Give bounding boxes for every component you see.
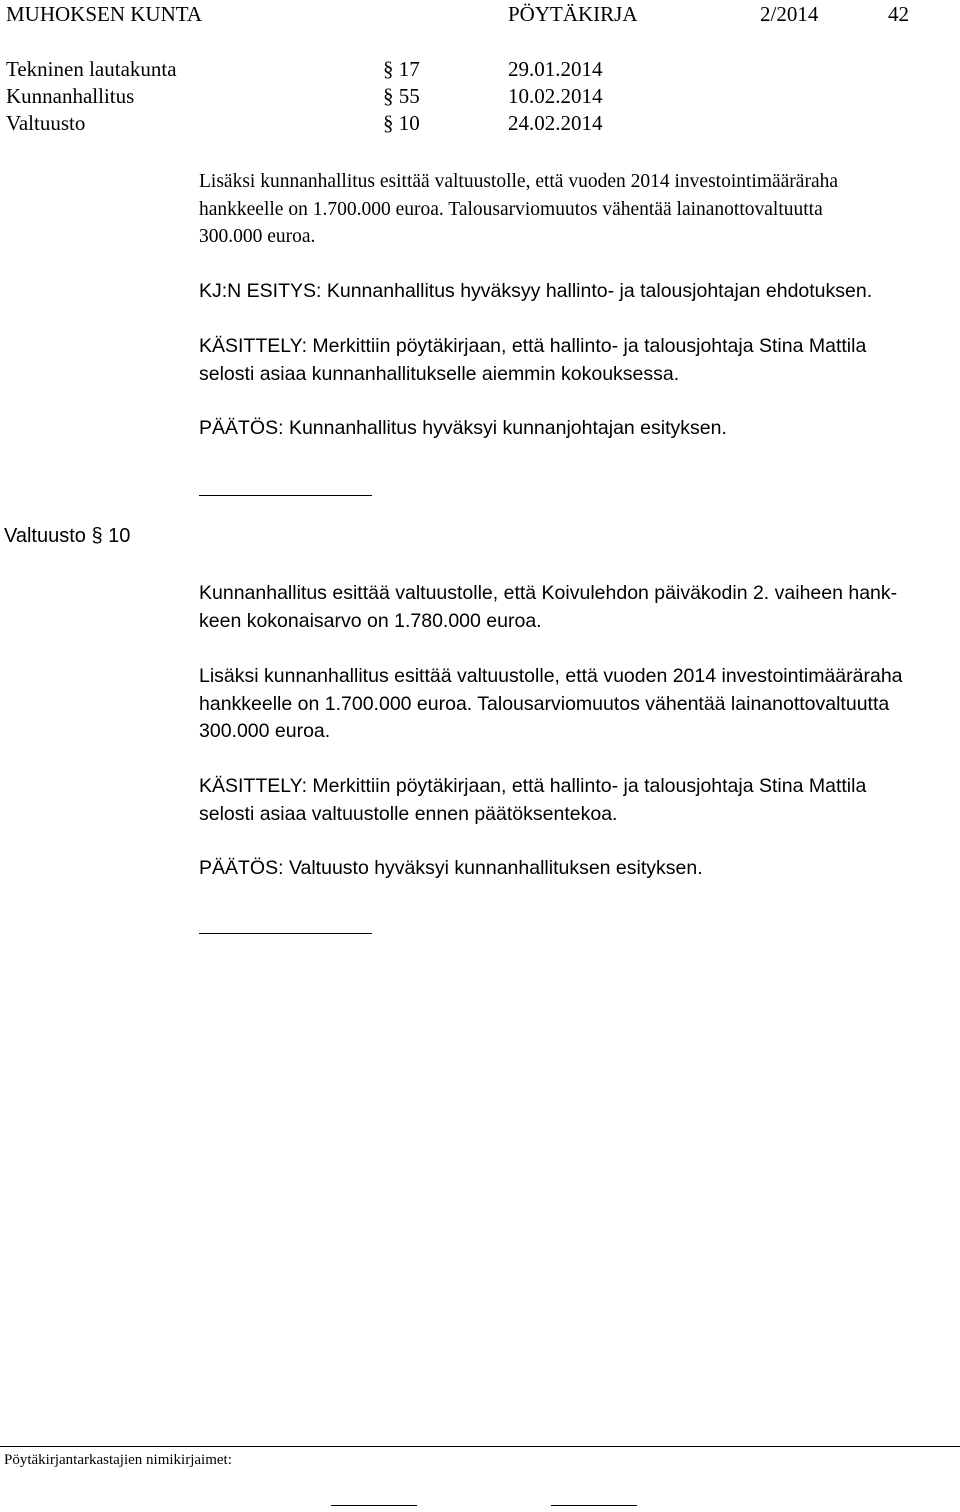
kh-decision: [199, 415, 959, 443]
text-line: 300.000 euroa.: [199, 720, 331, 742]
meeting-section: § 10: [383, 111, 420, 135]
footer-initials-label: Pöytäkirjantarkastajien nimikirjaimet:: [4, 1452, 232, 1468]
valtuusto-paragraph-project-value: [199, 580, 959, 635]
meeting-body: Tekninen lautakunta: [6, 57, 177, 81]
meeting-date: 24.02.2014: [508, 111, 603, 135]
text-line: Lisäksi kunnanhallitus esittää valtuustolle, että vuoden 2014 investointimääräraha: [199, 171, 839, 192]
meeting-body: Valtuusto: [6, 111, 86, 135]
text-line: KÄSITTELY: Merkittiin pöytäkirjaan, että hallinto- ja talousjohtaja Stina Mattila: [199, 335, 867, 357]
initials-line: [331, 1505, 417, 1506]
text-line: hankkeelle on 1.700.000 euroa. Talousarviomuutos vähentää lainanottovaltuutta: [199, 198, 823, 220]
kh-paragraph-investment: [199, 168, 959, 251]
valtuusto-paragraph-investment: [199, 663, 959, 746]
section-divider: [199, 933, 372, 934]
initials-line: [551, 1505, 637, 1506]
section-divider: [199, 495, 372, 496]
section-label: Valtuusto § 10: [4, 525, 131, 547]
text-line: PÄÄTÖS: Valtuusto hyväksyi kunnanhallituksen esityksen.: [199, 857, 703, 879]
valtuusto-decision: [199, 855, 959, 883]
meeting-section: § 17: [383, 57, 420, 81]
kh-processing-note: [199, 333, 959, 388]
document-type: PÖYTÄKIRJA: [508, 2, 638, 26]
text-line: KJ:N ESITYS: Kunnanhallitus hyväksyy hallinto- ja talousjohtajan ehdotuksen.: [199, 280, 873, 302]
kj-proposal: [199, 278, 959, 306]
text-line: hankkeelle on 1.700.000 euroa. Talousarviomuutos vähentää lainanottovaltuutta: [199, 692, 890, 715]
document-number: 2/2014: [760, 2, 819, 26]
page-number: 42: [888, 2, 909, 26]
meeting-date: 10.02.2014: [508, 84, 603, 108]
meeting-date: 29.01.2014: [508, 57, 603, 81]
meeting-body: Kunnanhallitus: [6, 84, 135, 108]
valtuusto-processing-note: [199, 773, 959, 828]
text-line: Kunnanhallitus esittää valtuustolle, että Koivulehdon päiväkodin 2. vaiheen hank-: [199, 582, 898, 604]
text-line: Lisäksi kunnanhallitus esittää valtuustolle, että vuoden 2014 investointimääräraha: [199, 665, 903, 687]
text-line: selosti asiaa valtuustolle ennen päätöksentekoa.: [199, 802, 618, 825]
text-line: PÄÄTÖS: Kunnanhallitus hyväksyi kunnanjohtajan esityksen.: [199, 417, 727, 439]
text-line: KÄSITTELY: Merkittiin pöytäkirjaan, että hallinto- ja talousjohtaja Stina Mattila: [199, 775, 867, 797]
text-line: 300.000 euroa.: [199, 226, 316, 247]
municipality-name: MUHOKSEN KUNTA: [6, 2, 203, 26]
meeting-section: § 55: [383, 84, 420, 108]
footer-rule: [0, 1446, 960, 1447]
text-line: keen kokonaisarvo on 1.780.000 euroa.: [199, 609, 542, 632]
text-line: selosti asiaa kunnanhallitukselle aiemmin kokouksessa.: [199, 362, 680, 385]
